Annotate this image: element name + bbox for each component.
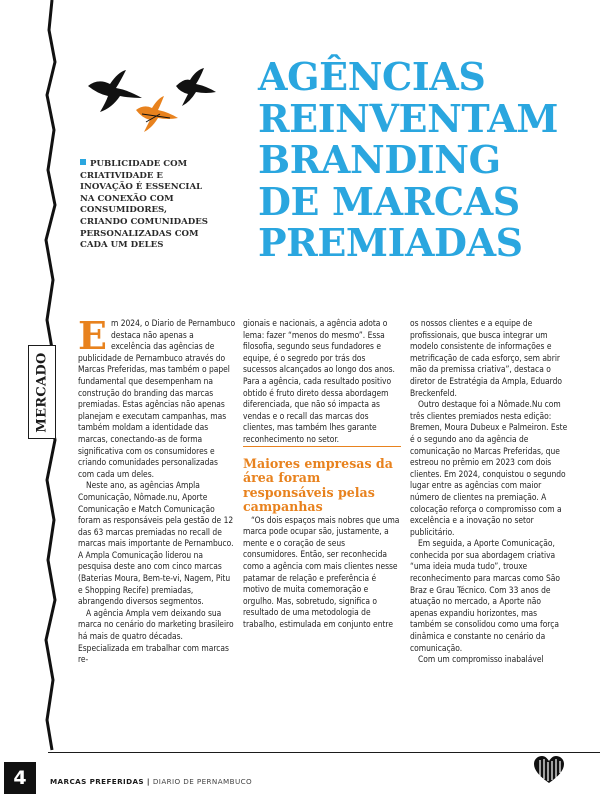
body-text: m 2024, o Diario de Pernambuco destaca não apenas a excelência das agências de publicidade de Pernambuco através do Marcas Preferidas, mas também o papel fundamental que desempenham na construção do branding das marcas premiadas. Estas agências não apenas planejam e executam campanhas, mas também moldam a identidade das marcas, conectando-as de forma significativa com os consumidores e criando comunidades personalizadas com cada um deles. [78,318,236,479]
section-tag [28,345,56,439]
drop-cap: E [78,313,107,358]
headline-line: BRANDING [258,137,501,182]
footer-brand: MARCAS PREFERIDAS [50,777,145,786]
body-column-1 [78,313,236,666]
body-paragraph: “Os dois espaços mais nobres que uma marca pode ocupar são, justamente, a mente e o coração de seus consumidores. Então, ser reconhecida como a agência com mais clientes nesse patamar de relação e preferência é motivo de muita comemoração e orgulho. Mas, sobretudo, significa o resultado de uma metodologia de trabalho, estimulada em conjunto entre [243,514,400,629]
heart-logo-icon [534,756,564,784]
body-paragraph: A agência Ampla vem deixando sua marca no cenário do marketing brasileiro há mais de quatro décadas. Especializada em trabalhar com marcas re- [78,607,234,665]
body-paragraph: Neste ano, as agências Ampla Comunicação, Nômade.nu, Aporte Comunicação e Match Comunicação foram as responsáveis pela gestão de 12 das 63 marcas premiadas no recall de marcas mais importante de Pernambuco. A Ampla Comunicação liderou na pesquisa deste ano com cinco marcas (Baterias Moura, Bem-te-vi, Nagem, Pitu e Shopping Recife) premiadas, abrangendo diversos segmentos. [78,480,234,607]
headline-line: PREMIADAS [258,220,523,265]
flying-birds-illustration [80,68,220,138]
body-paragraph: Outro destaque foi a Nômade.Nu com três clientes premiados nesta edição: Bremen, Moura Dubeux e Palmeiron. Este é o segundo ano da agência de comunicação no Marcas Preferidas, que estreou no prêmio em 2023 com dois clientes. Em 2024, conquistou o segundo lugar entre as agências com maior número de clientes na premiação. A colocação reforça o compromisso com a excelência e a inovação no setor publicitário. [410,399,568,537]
body-paragraph [78,313,236,480]
page-number: 4 [4,762,36,794]
body-column-2 [243,318,401,630]
headline-line: DE MARCAS [258,178,520,224]
headline-line: AGÊNCIAS [258,54,486,99]
footer-divider [48,752,600,753]
body-paragraph: Com um compromisso inabalável [418,654,544,665]
subhead: Maiores empresas da área foram responsáveis pelas campanhas [243,446,401,515]
dek [80,159,215,252]
body-paragraph: Em seguida, a Aporte Comunicação, conhecida por sua abordagem criativa “uma ideia muda tudo”, trouxe reconhecimento para marcas como São Braz e Grau Técnico. Com 33 anos de atuação no mercado, a Aporte não apenas expandiu horizontes, mas também se consolidou como uma força dinâmica e constante no cenário da comunicação. [410,538,560,653]
headline [258,56,578,264]
headline-line: REINVENTAM [258,95,558,141]
square-bullet-icon [80,159,86,165]
footer-credit [50,777,252,786]
body-paragraph: gionais e nacionais, a agência adota o lema: fazer “menos do mesmo”. Essa filosofia, segundo seus fundadores e equipe, é o segredo por trás dos sucessos alcançados ao longo dos anos. Para a agência, cada resultado positivo obtido é fruto direto dessa abordagem diferenciada, que não só impacta as vendas e o recall das marcas dos clientes, mas também lhes garante reconhecimento no setor. [243,318,395,444]
footer-separator: | [144,777,153,786]
body-paragraph: os nossos clientes e a equipe de profissionais, que busca integrar um modelo consistente de informações e metrificação de cada esforço, sem abrir mão da premissa criativa”, destaca o diretor de Estratégia da Ampla, Eduardo Breckenfeld. [410,318,562,398]
footer-publication: DIARIO DE PERNAMBUCO [152,777,253,786]
body-column-3 [410,318,568,666]
dek-text: PUBLICIDADE COM CRIATIVIDADE E INOVAÇÃO É ESSENCIAL NA CONEXÃO COM CONSUMIDORES, CRIANDO COMUNIDADES PERSONALIZADAS COM CADA UM DELES [80,159,208,251]
section-label: MERCADO [34,351,50,433]
